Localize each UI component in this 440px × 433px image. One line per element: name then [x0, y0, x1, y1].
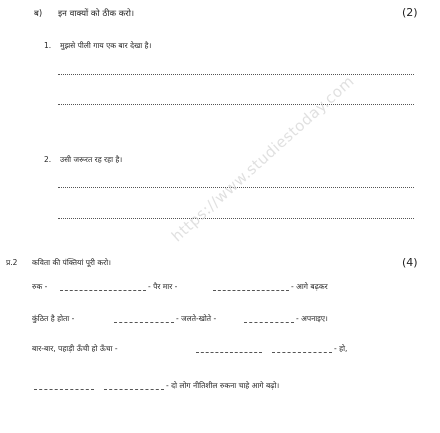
blank-line: [244, 322, 294, 323]
part-b-instruction: इन वाक्यों को ठीक करो।: [58, 9, 135, 19]
blank-line: [272, 352, 332, 353]
poem-line1-end: - आगे बढ़कर: [291, 282, 328, 291]
poem-line2-start: कुंठित है होता -: [32, 314, 75, 323]
item-2-text: उसी जरूरत रह रहा है।: [60, 155, 123, 164]
q2-instruction: कविता की पंक्तियां पूरी करो।: [32, 258, 112, 267]
blank-line: [34, 389, 94, 390]
poem-line1-start: रुक -: [32, 282, 48, 291]
watermark: https://www.studiestoday.com: [168, 71, 358, 246]
item-1-text: मुझसे पीली गाय एक बार देखा है।: [60, 41, 152, 50]
poem-line3-start: बार-बार, पहाड़ी ऊँची हो ऊँचा -: [32, 344, 118, 353]
blank-line: [213, 290, 289, 291]
poem-line2-middle: - जलते-खोते -: [176, 314, 217, 323]
blank-line: [196, 352, 262, 353]
poem-line4-end: - दो लोग नीतिशील रुकना चाहे आगे बढ़ो।: [166, 381, 280, 390]
q2-marks: (4): [402, 256, 418, 269]
poem-line2-end: - अपनाइए।: [296, 314, 328, 323]
part-b-label: ब): [34, 9, 43, 19]
answer-line: [58, 218, 414, 219]
item-2-number: 2.: [44, 155, 52, 164]
blank-line: [104, 389, 164, 390]
blank-line: [60, 290, 146, 291]
part-b-marks: (2): [402, 6, 418, 19]
poem-line1-middle: - पैर मार -: [148, 282, 178, 291]
item-1-number: 1.: [44, 41, 52, 50]
answer-line: [58, 74, 414, 75]
q2-number: प्र.2: [6, 258, 18, 267]
poem-line3-end: - हो,: [334, 344, 348, 353]
blank-line: [114, 322, 174, 323]
answer-line: [58, 104, 414, 105]
